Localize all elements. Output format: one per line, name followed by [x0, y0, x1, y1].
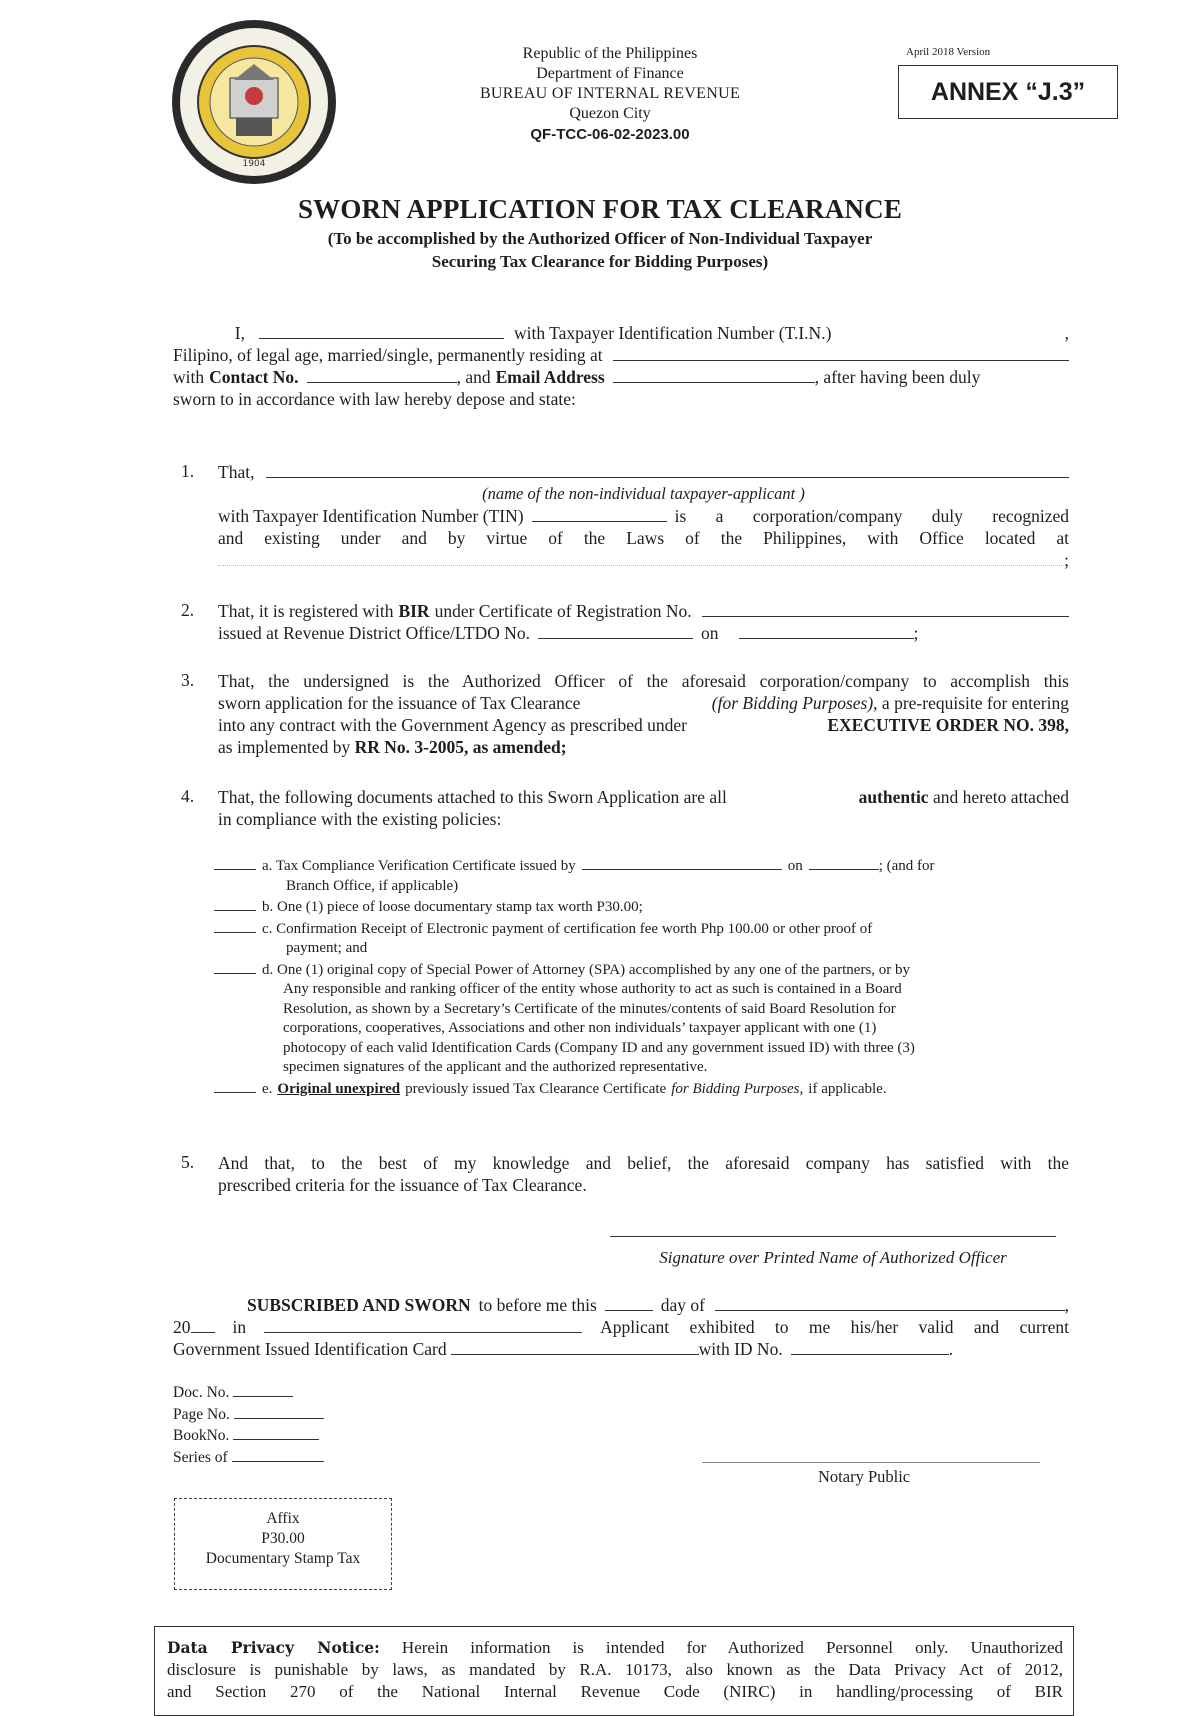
jurat-govid-blank[interactable]: [451, 1338, 699, 1355]
jurat-gov-id: Government Issued Identification Card: [173, 1339, 447, 1359]
jurat-comma: ,: [1064, 1295, 1069, 1315]
doc-c-check[interactable]: [214, 918, 256, 933]
item-number: 5.: [181, 1152, 195, 1172]
item2-on: on: [701, 623, 719, 643]
form-code: QF-TCC-06-02-2023.00: [530, 126, 690, 143]
doc-a-check[interactable]: [214, 855, 256, 870]
taxpayer-name-blank[interactable]: [266, 461, 1069, 478]
doc-no-label: Doc. No.: [173, 1384, 230, 1401]
doc-a-on: on: [787, 858, 803, 874]
intro-after: , after having been duly: [814, 367, 981, 387]
annex-box: [898, 65, 1118, 119]
privacy-line: and Section 270 of the National Internal Revenue Code (NIRC) in handling/processing of BIR: [167, 1682, 1063, 1701]
tcvc-date-blank[interactable]: [809, 855, 879, 870]
item3-l3b: EXECUTIVE ORDER NO. 398,: [827, 715, 1069, 735]
item4-l1c: and hereto attached: [932, 787, 1069, 807]
jurat-before: to before me this: [478, 1295, 597, 1315]
jurat-dot: .: [948, 1339, 954, 1359]
doc-d-text: d. One (1) original copy of Special Power of Attorney (SPA) accomplished by any one of the partners, or by: [262, 961, 911, 978]
intro-i: I,: [234, 323, 245, 343]
item3-line1: That, the undersigned is the Authorized Officer of the aforesaid corporation/company to accomplish this: [218, 671, 1069, 691]
stamp-affix: Affix: [266, 1510, 300, 1527]
item2-a: That, it is registered with: [218, 601, 394, 621]
doc-a-text: a. Tax Compliance Verification Certificate issued by: [262, 858, 576, 874]
stamp-desc: Documentary Stamp Tax: [205, 1550, 361, 1567]
jurat-month-blank[interactable]: [715, 1294, 1065, 1311]
book-no-label: BookNo.: [173, 1427, 230, 1444]
residence-blank[interactable]: [613, 344, 1069, 361]
doc-e-italic: for Bidding Purposes,: [671, 1080, 804, 1097]
doc-e-text: previously issued Tax Clearance Certificate: [405, 1080, 667, 1097]
cor-blank[interactable]: [702, 600, 1069, 617]
jurat-idno-blank[interactable]: [791, 1338, 949, 1355]
item1-corp: is a corporation/company duly recognized: [674, 506, 1069, 526]
jurat-place-blank[interactable]: [264, 1316, 582, 1333]
privacy-notice-box: [154, 1626, 1074, 1716]
item5-line1: And that, to the best of my knowledge and belief, the aforesaid company has satisfied with the: [218, 1153, 1069, 1173]
notary-public-label: Notary Public: [818, 1467, 911, 1486]
item1-that: That,: [218, 462, 255, 482]
jurat-bold: SUBSCRIBED AND SWORN: [247, 1295, 471, 1315]
doc-d-line: Resolution, as shown by a Secretary’s Certificate of the minutes/contents of said Board Resolution for: [283, 1000, 896, 1017]
doc-d-line: corporations, cooperatives, Associations and other non individuals’ taxpayer applicant with one (1): [283, 1020, 877, 1036]
bir-seal: [170, 18, 338, 186]
book-no-blank[interactable]: [233, 1425, 319, 1440]
item1-tin: with Taxpayer Identification Number (TIN): [218, 506, 524, 526]
contact-blank[interactable]: [307, 366, 457, 383]
item3-l3a: into any contract with the Government Agency as prescribed under: [218, 715, 687, 735]
doc-d-line: Any responsible and ranking officer of the entity whose authority to act as such is contained in a Board: [283, 981, 902, 997]
header-line: Quezon City: [569, 105, 651, 122]
office-blank[interactable]: [218, 549, 1064, 566]
stamp-amount: P30.00: [261, 1530, 305, 1547]
doc-d-check[interactable]: [214, 959, 256, 974]
doc-b-check[interactable]: [214, 896, 256, 911]
jurat-withid: with ID No.: [698, 1339, 783, 1359]
page-no-label: Page No.: [173, 1405, 230, 1423]
doc-c-line2: payment; and: [286, 940, 368, 956]
intro-with: with: [173, 367, 205, 387]
doc-b-text: b. One (1) piece of loose documentary stamp tax worth P30.00;: [262, 899, 643, 915]
doc-e-check[interactable]: [214, 1078, 256, 1093]
item5-line2: prescribed criteria for the issuance of Tax Clearance.: [218, 1175, 587, 1195]
signature-caption: Signature over Printed Name of Authorized Officer: [659, 1248, 1007, 1267]
intro-sworn: sworn to in accordance with law hereby depose and state:: [173, 389, 576, 409]
series-blank[interactable]: [232, 1447, 324, 1462]
item1-line2: and existing under and by virtue of the Laws of the Philippines, with Office located at: [218, 528, 1069, 548]
item1-tin-blank[interactable]: [532, 505, 667, 522]
intro-tin: with Taxpayer Identification Number (T.I.N.): [514, 323, 832, 343]
item3-l2a: sworn application for the issuance of Tax Clearance: [218, 693, 581, 713]
item-number: 4.: [181, 786, 195, 806]
jurat-in: in: [232, 1317, 247, 1337]
header-line: BUREAU OF INTERNAL REVENUE: [479, 85, 741, 102]
item2-c: issued at Revenue District Office/LTDO No.: [218, 623, 531, 643]
intro-contact-label: Contact No.: [209, 367, 299, 387]
annex-label: ANNEX “J.3”: [930, 77, 1086, 106]
jurat-year-blank[interactable]: [191, 1316, 215, 1333]
doc-d-line: photocopy of each valid Identification Cards (Company ID and any government issued ID) with three (3): [283, 1039, 915, 1056]
item4-l1b: authentic: [858, 787, 929, 807]
doc-e-bold: Original unexpired: [277, 1080, 401, 1097]
item1-caption: (name of the non-individual taxpayer-applicant ): [482, 484, 805, 503]
item3-l2b: (for Bidding Purposes): [711, 693, 874, 713]
item1-semi: ;: [1064, 550, 1069, 570]
jurat-year: 20: [173, 1317, 191, 1337]
intro-filipino: Filipino, of legal age, married/single, permanently residing at: [173, 345, 603, 365]
notary-line[interactable]: [702, 1462, 1040, 1463]
signature-line[interactable]: [610, 1236, 1056, 1237]
item-number: 3.: [181, 670, 195, 690]
privacy-line: Herein information is intended for Authorized Personnel only. Unauthorized: [401, 1638, 1064, 1657]
subtitle-line: Securing Tax Clearance for Bidding Purposes): [431, 252, 769, 271]
stamp-box: [174, 1498, 392, 1590]
email-blank[interactable]: [613, 366, 815, 383]
name-blank[interactable]: [259, 322, 504, 339]
privacy-label: Data Privacy Notice:: [167, 1638, 380, 1657]
privacy-line: disclosure is punishable by laws, as mandated by R.A. 10173, also known as the Data Privacy Act of 2012,: [167, 1660, 1063, 1679]
item-number: 1.: [181, 461, 195, 481]
doc-d-line: specimen signatures of the applicant and the authorized representative.: [283, 1059, 708, 1075]
jurat-applicant: Applicant exhibited to me his/her valid and current: [600, 1317, 1069, 1337]
header-line: Department of Finance: [536, 65, 684, 82]
header-line: Republic of the Philippines: [522, 45, 698, 62]
item2-b: under Certificate of Registration No.: [434, 601, 692, 621]
item4-l1a: That, the following documents attached to this Sworn Application are all: [218, 787, 727, 807]
intro-comma: ,: [1064, 323, 1069, 343]
doc-e-tail: if applicable.: [808, 1080, 887, 1097]
svg-text:1904: 1904: [242, 159, 266, 169]
series-label: Series of: [173, 1448, 228, 1466]
doc-e-letter: e.: [262, 1080, 273, 1097]
item3-l4b: RR No. 3-2005, as amended;: [354, 737, 567, 757]
jurat-day-blank[interactable]: [605, 1294, 653, 1311]
item2-bir: BIR: [398, 601, 430, 621]
intro-and: , and: [456, 367, 491, 387]
item-number: 2.: [181, 600, 195, 620]
item4-line2: in compliance with the existing policies:: [218, 809, 502, 829]
intro-email-label: Email Address: [495, 367, 605, 387]
subtitle-line: (To be accomplished by the Authorized Officer of Non-Individual Taxpayer: [327, 229, 873, 248]
item3-l2c: , a pre-requisite for entering: [873, 693, 1069, 713]
doc-no-blank[interactable]: [233, 1382, 293, 1397]
rdo-blank[interactable]: [538, 622, 693, 639]
page-no-blank[interactable]: [234, 1404, 324, 1419]
doc-a-tail: ; (and for: [878, 858, 935, 874]
doc-c-text: c. Confirmation Receipt of Electronic payment of certification fee worth Php 100.00 or other proof of: [262, 920, 873, 937]
tin-blank[interactable]: [831, 323, 1064, 339]
doc-a-line2: Branch Office, if applicable): [286, 877, 459, 894]
cor-date-blank[interactable]: [739, 622, 914, 639]
jurat-dayof: day of: [660, 1295, 705, 1315]
item3-l4a: as implemented by: [218, 737, 351, 757]
page-title: SWORN APPLICATION FOR TAX CLEARANCE: [297, 194, 903, 224]
version-label: April 2018 Version: [906, 46, 991, 58]
item2-semi: ;: [913, 623, 919, 643]
tcvc-issuer-blank[interactable]: [582, 855, 782, 870]
